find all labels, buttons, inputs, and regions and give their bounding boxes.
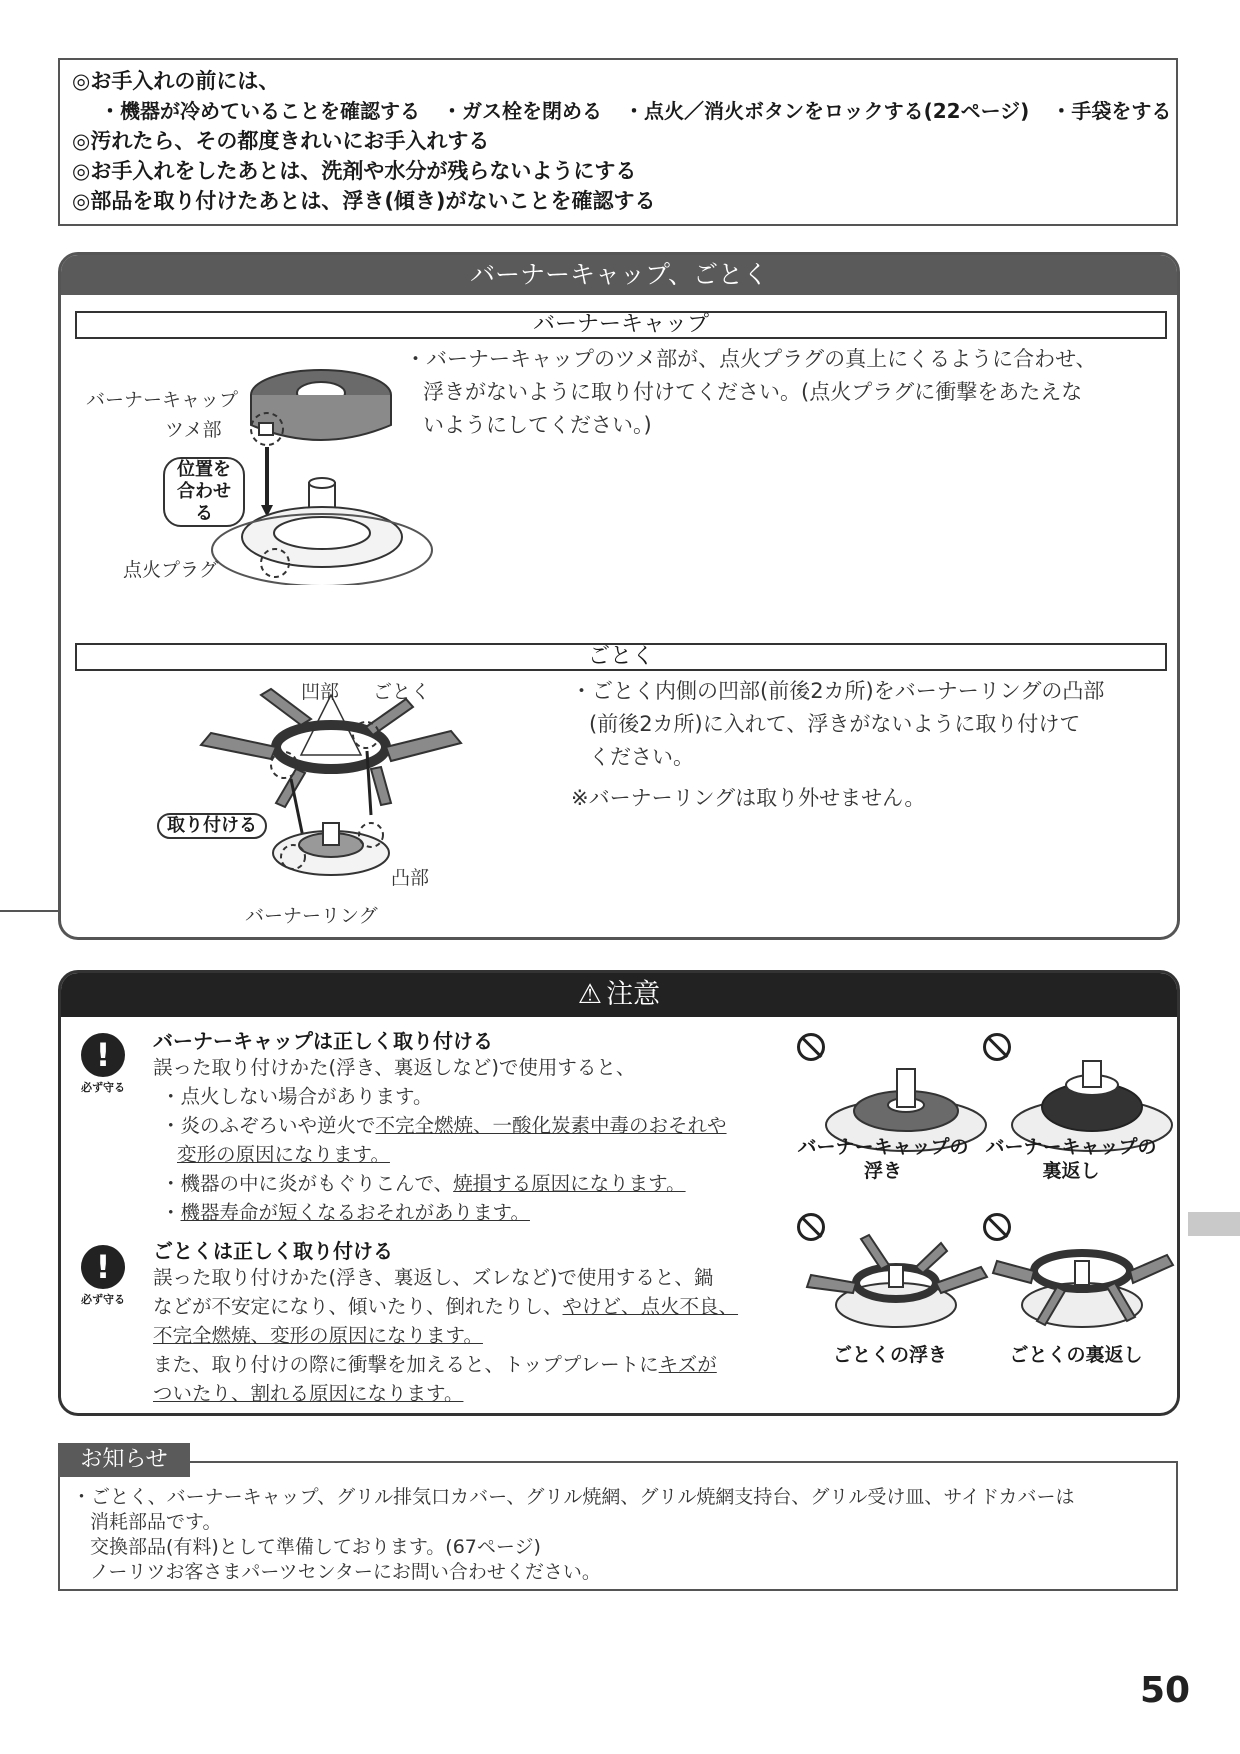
caution-emphasis: 不完全燃焼、変形の原因になります。	[153, 1324, 483, 1347]
caution-text: ・機器の中に炎がもぐりこんで、	[161, 1172, 454, 1195]
align-callout	[163, 457, 245, 527]
label-concave: 凹部	[301, 681, 340, 703]
caption-cap-float	[793, 1135, 973, 1183]
gotoku-illustration	[181, 685, 481, 895]
burner-cap-illustration	[211, 365, 461, 585]
caption-line: 裏返し	[1042, 1160, 1100, 1182]
notes-line-5: ◎部品を取り付けたあとは、浮き(傾き)がないことを確認する	[72, 189, 656, 213]
caution-emphasis: 焼損する原因になります。	[453, 1172, 686, 1195]
burner-cap-instructions	[405, 343, 1165, 442]
caution-line: 誤った取り付けかた(浮き、裏返し、ズレなど)で使用すると、鍋	[153, 1266, 714, 1289]
caution-emphasis: 機器寿命が短くなるおそれがあります。	[180, 1201, 530, 1224]
section-title: バーナーキャップ、ごとく	[61, 255, 1177, 295]
caution-item2-title: ごとくは正しく取り付ける	[153, 1239, 393, 1263]
warning-triangle-icon: ⚠	[577, 979, 603, 1010]
instruction-line: ・ごとく内側の凹部(前後2カ所)をバーナーリングの凸部	[571, 679, 1105, 703]
caution-line	[153, 1350, 793, 1379]
burner-cap-gotoku-section	[58, 252, 1180, 940]
caution-line	[153, 1198, 773, 1227]
caption-cap-flip	[981, 1135, 1161, 1183]
caption-gotoku-float: ごとくの浮き	[832, 1344, 947, 1366]
must-follow-label: 必ず守る	[81, 1293, 125, 1306]
instruction-line: いようにしてください。)	[423, 413, 652, 437]
burner-cap-heading: バーナーキャップ	[75, 311, 1167, 339]
label-ignition-plug: 点火プラグ	[123, 559, 219, 581]
gotoku-heading: ごとく	[75, 643, 1167, 671]
label-tab: ツメ部	[165, 419, 222, 441]
caption-line: 浮き	[863, 1160, 902, 1182]
notes-item: ・点火／消火ボタンをロックする(22ページ)	[624, 99, 1030, 123]
notes-line-1: ◎お手入れの前には、	[72, 69, 280, 93]
caution-box	[58, 970, 1180, 1416]
caution-item1-title: バーナーキャップは正しく取り付ける	[153, 1029, 493, 1053]
notes-item: ・機器が冷めていることを確認する	[100, 99, 420, 123]
caution-line	[153, 1169, 773, 1198]
caution-text: ・炎のふぞろいや逆火で	[161, 1114, 376, 1137]
caution-line	[153, 1292, 793, 1321]
must-follow-label: 必ず守る	[81, 1081, 125, 1094]
chapter-index-tab	[1188, 1212, 1240, 1236]
instruction-line: (前後2カ所)に入れて、浮きがないように取り付けて	[589, 712, 1081, 736]
label-burner-ring: バーナーリング	[245, 905, 378, 927]
notice-line: ノーリツお客さまパーツセンターにお問い合わせください。	[90, 1561, 601, 1583]
label-burner-cap: バーナーキャップ	[86, 389, 239, 411]
margin-rule	[0, 910, 60, 912]
notice-line: 消耗部品です。	[90, 1511, 222, 1533]
caution-line	[153, 1321, 793, 1350]
caution-item2-text	[153, 1263, 793, 1408]
notice-line: 交換部品(有料)として準備しております。(67ページ)	[90, 1536, 541, 1558]
exclamation-icon: !	[81, 1033, 125, 1077]
caution-line	[153, 1379, 793, 1408]
caption-gotoku-flip: ごとくの裏返し	[1009, 1344, 1143, 1366]
gotoku-instructions	[571, 675, 1171, 815]
label-convex: 凸部	[391, 867, 430, 889]
caption-line: バーナーキャップの	[797, 1136, 969, 1158]
notice-tab: お知らせ	[58, 1443, 190, 1477]
page-number: 50	[1140, 1670, 1191, 1711]
caution-text: などが不安定になり、傾いたり、倒れたりし、	[153, 1295, 563, 1318]
caution-emphasis: 不完全燃焼、一酸化炭素中毒のおそれや	[375, 1114, 727, 1137]
top-notes-box	[58, 58, 1178, 226]
exclamation-icon: !	[81, 1245, 125, 1289]
notes-item: ・ガス栓を閉める	[442, 99, 602, 123]
gotoku-flip-illustration	[987, 1225, 1177, 1335]
notes-checklist	[72, 96, 1172, 126]
caution-emphasis: やけど、点火不良、	[562, 1295, 739, 1318]
instruction-line: ・バーナーキャップのツメ部が、点火プラグの真上にくるように合わせ、	[405, 347, 1097, 371]
notes-line-3: ◎汚れたら、その都度きれいにお手入れする	[72, 129, 490, 153]
caution-line	[153, 1111, 773, 1140]
caution-emphasis: 変形の原因になります。	[177, 1143, 390, 1166]
label-gotoku: ごとく	[373, 681, 431, 703]
caution-emphasis: ついたり、割れる原因になります。	[153, 1382, 464, 1405]
notice-line: ・ごとく、バーナーキャップ、グリル排気口カバー、グリル焼網、グリル焼網支持台、グリル受け皿、サイドカバーは	[72, 1486, 1075, 1508]
instruction-line: 浮きがないように取り付けてください。(点火プラグに衝撃をあたえな	[423, 380, 1083, 404]
notes-item: ・手袋をする	[1051, 99, 1172, 123]
gotoku-note: ※バーナーリングは取り外せません。	[571, 786, 926, 810]
caution-header	[61, 973, 1177, 1017]
caption-line: バーナーキャップの	[985, 1136, 1157, 1158]
caution-item1-text	[153, 1053, 773, 1227]
gotoku-float-illustration	[801, 1225, 991, 1335]
caution-title: 注意	[606, 979, 661, 1010]
caution-line: 誤った取り付けかた(浮き、裏返しなど)で使用すると、	[153, 1056, 636, 1079]
attach-callout: 取り付ける	[157, 813, 267, 839]
caution-emphasis: キズが	[658, 1353, 717, 1376]
align-callout-line: 位置を	[177, 459, 231, 480]
align-callout-line: 合わせる	[177, 481, 231, 524]
caution-line: ・点火しない場合があります。	[161, 1085, 433, 1108]
caution-text: また、取り付けの際に衝撃を加えると、トッププレートに	[153, 1353, 659, 1376]
instruction-line: ください。	[589, 745, 694, 769]
notes-line-4: ◎お手入れをしたあとは、洗剤や水分が残らないようにする	[72, 159, 637, 183]
notice-box	[58, 1461, 1178, 1591]
caution-line	[153, 1140, 773, 1169]
caution-text: ・	[161, 1201, 181, 1224]
